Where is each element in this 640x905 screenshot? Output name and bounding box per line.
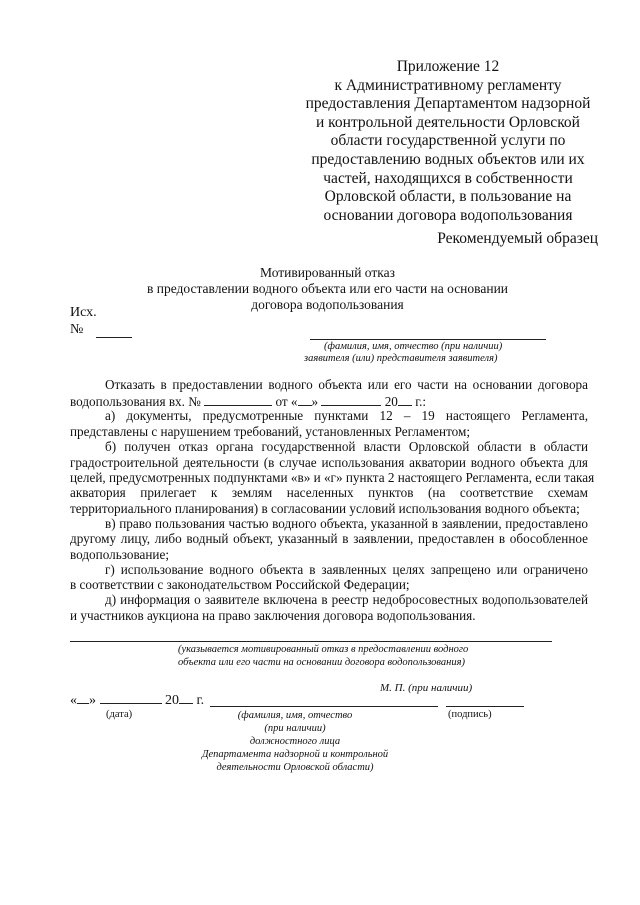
- signature-caption: (подпись): [448, 709, 492, 720]
- date-caption: (дата): [106, 709, 133, 720]
- item-b-line4: акватория прилегает к землям населенных пунктов (на соответствие схемам: [70, 485, 588, 500]
- intro-text-e: г.:: [415, 394, 427, 409]
- intro-text-a: водопользования вх. №: [70, 394, 201, 409]
- refusal-reason-line: [70, 641, 552, 642]
- official-caption-line3: должностного лица: [249, 736, 341, 747]
- official-caption-line5: деятельности Орловской области): [216, 762, 374, 773]
- applicant-caption-line2: заявителя (или) представителя заявителя): [304, 353, 498, 364]
- item-d-line2: и участников аукциона на право заключения договора водопользования.: [70, 608, 476, 623]
- item-g-line1: г) использование водного объекта в заявленных целях запрещено или ограничено: [105, 562, 588, 577]
- intro-line2: [70, 393, 426, 409]
- quote-open: «: [70, 693, 77, 708]
- item-g-line2: в соответствии с законодательством Российской Федерации;: [70, 577, 410, 592]
- seal-label: М. П. (при наличии): [380, 682, 473, 694]
- sig-year: 20: [165, 693, 179, 708]
- date-row: [70, 691, 204, 709]
- official-caption-line2: (при наличии): [264, 723, 326, 734]
- item-b-line3: целей, предусмотренных подпунктами «в» и «г» пункта 2 настоящего Регламента, если такая: [70, 470, 595, 485]
- sig-year-suffix: г.: [196, 693, 205, 708]
- sig-year-blank: [179, 691, 193, 704]
- official-caption-line4: Департамента надзорной и контрольной: [201, 749, 389, 760]
- sig-day-blank: [77, 691, 89, 704]
- sig-month-blank: [100, 691, 162, 704]
- month-blank: [321, 393, 381, 406]
- year-blank: [398, 393, 412, 406]
- official-caption-line1: (фамилия, имя, отчество: [237, 710, 353, 721]
- day-blank: [298, 393, 312, 406]
- item-v-line3: водопользование;: [70, 547, 169, 562]
- appendix-line: предоставления Департаментом надзорной: [305, 95, 591, 113]
- outgoing-label: Исх.: [70, 305, 97, 320]
- official-name-line: [210, 706, 438, 707]
- item-a-line1: а) документы, предусмотренные пунктами 12 – 19 настоящего Регламента,: [105, 408, 588, 423]
- doc-title: Мотивированный отказ: [260, 265, 395, 280]
- applicant-caption-line1: (фамилия, имя, отчество (при наличии): [324, 341, 503, 352]
- appendix-line: основании договора водопользования: [323, 206, 573, 224]
- outgoing-number-label: №: [70, 322, 84, 337]
- item-v-line1: в) право пользования частью водного объекта, указанной в заявлении, предоставлено: [105, 516, 588, 531]
- item-v-line2: другому лицу, либо водный объект, указанный в заявлении, предоставлен в обособленное: [70, 531, 588, 546]
- appendix-line: к Административному регламенту: [334, 76, 562, 94]
- appendix-header: [298, 58, 598, 225]
- appendix-line: и контрольной деятельности Орловской: [316, 113, 580, 131]
- appendix-line: предоставлению водных объектов или их: [311, 150, 585, 168]
- sample-label: Рекомендуемый образец: [437, 230, 598, 247]
- appendix-line: Приложение 12: [396, 58, 500, 75]
- outgoing-number-line: [96, 337, 132, 338]
- signature-line: [446, 706, 524, 707]
- quote-close: »: [89, 693, 96, 708]
- appendix-line: частей, находящихся в собственности: [323, 169, 573, 187]
- intro-text-d: 20: [384, 394, 398, 409]
- item-b-line5: территориального планирования) в согласовании условий использования водного объекта;: [70, 501, 580, 516]
- refusal-caption-line1: (указывается мотивированный отказ в предоставлении водного: [178, 644, 469, 655]
- intro-text-c: »: [311, 394, 319, 409]
- item-d-line1: д) информация о заявителе включена в реестр недобросовестных водопользователей: [105, 592, 588, 607]
- item-a-line2: представлены с нарушением требований, установленных Регламентом;: [70, 424, 471, 439]
- item-b-line2: градостроительной деятельности (в случае использования акватории водного объекта для: [70, 455, 588, 470]
- appendix-line: области государственной услуги по: [330, 132, 566, 150]
- intro-line1: Отказать в предоставлении водного объекта или его части на основании договора: [105, 377, 588, 392]
- applicant-line: [310, 339, 546, 340]
- intro-text-b: от «: [275, 394, 298, 409]
- request-number-blank: [204, 393, 272, 406]
- doc-title-line3: договора водопользования: [251, 297, 404, 312]
- appendix-line: Орловской области, в пользование на: [324, 188, 572, 206]
- refusal-caption-line2: объекта или его части на основании договора водопользования): [178, 657, 466, 668]
- item-b-line1: б) получен отказ органа государственной власти Орловской области в области: [105, 439, 588, 454]
- doc-title-line2: в предоставлении водного объекта или его части на основании: [146, 281, 509, 296]
